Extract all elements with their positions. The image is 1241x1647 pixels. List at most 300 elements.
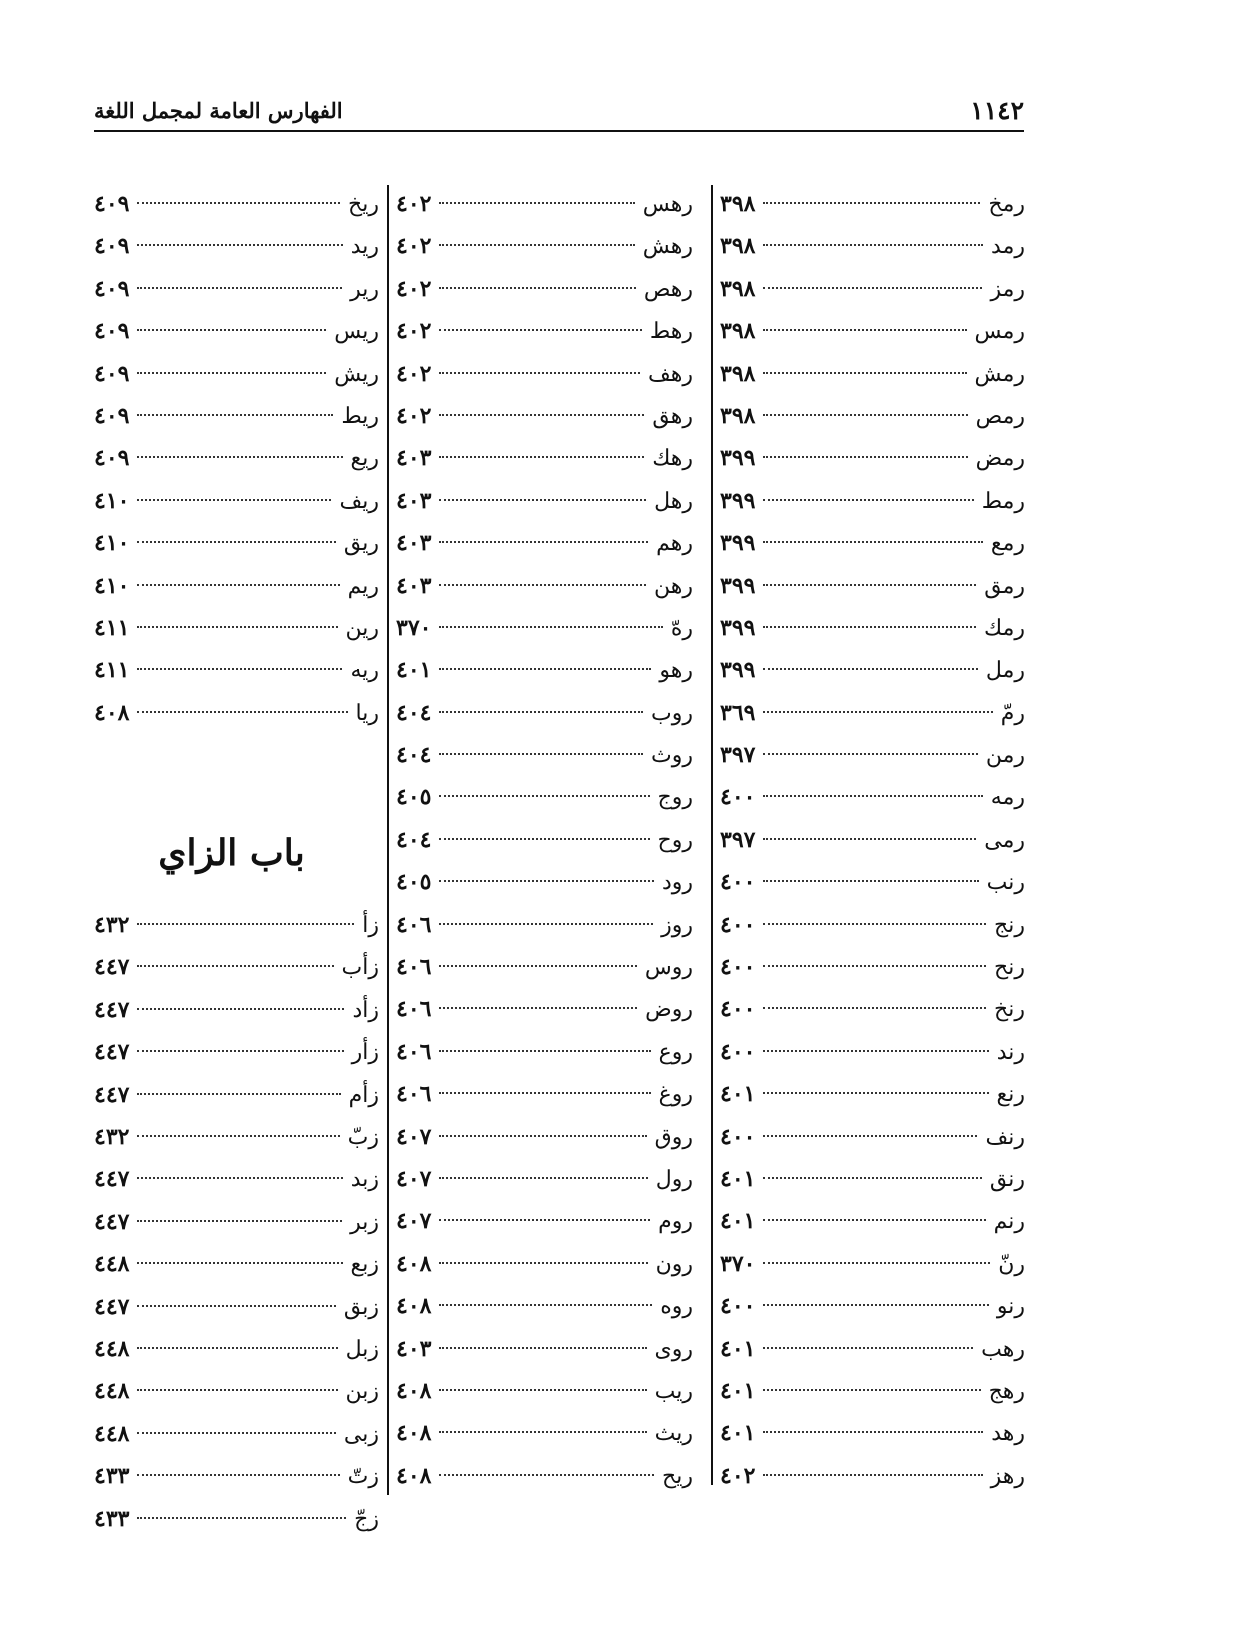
entry-page-number: ٣٩٩ xyxy=(720,572,756,599)
index-entry xyxy=(396,988,693,1030)
entry-page-number: ٤٠٣ xyxy=(396,1335,432,1362)
index-entry xyxy=(396,1370,693,1412)
index-entry xyxy=(396,692,693,734)
entry-page-number: ٤٠٨ xyxy=(396,1377,432,1404)
entry-page-number: ٤٠١ xyxy=(720,1208,756,1235)
dot-leader xyxy=(137,414,333,416)
index-entry xyxy=(396,225,693,267)
index-entry xyxy=(396,819,693,861)
index-entry xyxy=(720,1158,1025,1200)
dot-leader xyxy=(439,1050,650,1052)
index-entry xyxy=(94,1074,379,1116)
dot-leader xyxy=(137,1050,343,1052)
entry-word: رمه xyxy=(990,785,1025,811)
entry-page-number: ٣٩٩ xyxy=(720,614,756,641)
dot-leader xyxy=(763,202,980,204)
index-entry xyxy=(396,268,693,310)
entry-page-number: ٤٠٠ xyxy=(720,784,756,811)
entry-word: رمى xyxy=(984,827,1025,853)
entry-page-number: ٤٤٨ xyxy=(94,1251,130,1278)
dot-leader xyxy=(439,1092,650,1094)
index-entry xyxy=(94,395,379,437)
entry-page-number: ٤٠٩ xyxy=(94,275,130,302)
index-entry xyxy=(720,988,1025,1030)
entry-word: رهّ xyxy=(670,615,693,641)
entry-page-number: ٤٠٩ xyxy=(94,360,130,387)
entry-page-number: ٤٠٢ xyxy=(396,275,432,302)
index-entry xyxy=(396,1116,693,1158)
dot-leader xyxy=(763,1304,988,1306)
entry-page-number: ٤٠٣ xyxy=(396,530,432,557)
index-entry xyxy=(94,1243,379,1285)
dot-leader xyxy=(439,202,634,204)
entry-page-number: ٤٠٢ xyxy=(396,318,432,345)
dot-leader xyxy=(137,1093,340,1095)
entry-word: رهس xyxy=(642,192,693,217)
index-entry xyxy=(720,1328,1025,1370)
index-entry xyxy=(396,946,693,988)
entry-page-number: ٤٤٧ xyxy=(94,1208,130,1235)
entry-page-number: ٤٠٩ xyxy=(94,233,130,260)
dot-leader xyxy=(439,287,635,289)
entry-page-number: ٤٠١ xyxy=(720,1420,756,1447)
entry-page-number: ٣٩٩ xyxy=(720,487,756,514)
index-entry xyxy=(94,1413,379,1455)
entry-word: ريح xyxy=(662,1463,693,1489)
entry-word: روم xyxy=(658,1209,693,1235)
index-entry xyxy=(720,395,1025,437)
entry-word: روث xyxy=(651,743,693,769)
entry-page-number: ٤٤٧ xyxy=(94,1081,130,1108)
index-entry xyxy=(720,946,1025,988)
entry-page-number: ٤٠٢ xyxy=(396,233,432,260)
index-list-zay xyxy=(94,904,379,1540)
index-entry xyxy=(94,268,379,310)
dot-leader xyxy=(137,499,331,501)
index-entry xyxy=(720,1200,1025,1242)
entry-page-number: ٤٠٤ xyxy=(396,699,432,726)
entry-word: رمد xyxy=(991,234,1025,260)
entry-word: ريث xyxy=(654,1421,693,1447)
dot-leader xyxy=(763,1050,988,1052)
index-entry xyxy=(94,1370,379,1412)
entry-page-number: ٤٤٧ xyxy=(94,996,130,1023)
index-entry xyxy=(396,1158,693,1200)
index-entry xyxy=(720,522,1025,564)
dot-leader xyxy=(763,1389,980,1391)
dot-leader xyxy=(137,711,347,713)
entry-word: رير xyxy=(350,276,379,302)
entry-page-number: ٣٩٨ xyxy=(720,233,756,260)
index-entry xyxy=(720,734,1025,776)
entry-page-number: ٤٠٠ xyxy=(720,996,756,1023)
dot-leader xyxy=(439,923,653,925)
dot-leader xyxy=(763,372,966,374)
dot-leader xyxy=(137,923,354,925)
index-entry xyxy=(720,310,1025,352)
entry-word: روج xyxy=(657,785,693,811)
dot-leader xyxy=(763,1474,982,1476)
entry-word: زجّ xyxy=(354,1506,379,1532)
entry-word: رنف xyxy=(985,1124,1025,1150)
index-list-ra xyxy=(94,183,379,734)
entry-page-number: ٤٠٩ xyxy=(94,445,130,472)
entry-word: روز xyxy=(661,912,693,938)
entry-page-number: ٣٧٠ xyxy=(720,1250,756,1277)
dot-leader xyxy=(137,626,337,628)
column-divider xyxy=(387,185,389,1495)
dot-leader xyxy=(137,965,333,967)
entry-page-number: ٣٩٨ xyxy=(720,275,756,302)
entry-word: زتّ xyxy=(347,1464,379,1490)
index-entry xyxy=(396,1285,693,1327)
dot-leader xyxy=(439,499,646,501)
entry-page-number: ٤١٠ xyxy=(94,572,130,599)
entry-word: رهم xyxy=(656,531,693,557)
entry-word: رمل xyxy=(985,658,1025,684)
dot-leader xyxy=(763,626,976,628)
entry-word: روب xyxy=(651,700,693,726)
entry-word: رنو xyxy=(996,1294,1025,1320)
entry-page-number: ٤٠٨ xyxy=(396,1420,432,1447)
entry-page-number: ٤٠١ xyxy=(720,1081,756,1108)
index-entry xyxy=(94,946,379,988)
dot-leader xyxy=(439,668,651,670)
entry-page-number: ٤٠٧ xyxy=(396,1208,432,1235)
index-entry xyxy=(720,437,1025,479)
index-entry xyxy=(396,649,693,691)
index-entry xyxy=(94,692,379,734)
index-entry xyxy=(720,1455,1025,1497)
entry-word: زبق xyxy=(343,1294,379,1320)
index-entry xyxy=(720,1073,1025,1115)
index-entry xyxy=(94,310,379,352)
index-entry xyxy=(720,353,1025,395)
dot-leader xyxy=(137,244,342,246)
dot-leader xyxy=(439,414,644,416)
index-entry xyxy=(94,1498,379,1540)
index-entry xyxy=(396,1328,693,1370)
entry-page-number: ٤٠٣ xyxy=(396,487,432,514)
entry-word: رنع xyxy=(996,1082,1025,1108)
entry-page-number: ٤٤٧ xyxy=(94,954,130,981)
entry-word: رهف xyxy=(648,361,693,387)
index-entry xyxy=(94,1286,379,1328)
dot-leader xyxy=(137,456,342,458)
entry-page-number: ٤٠٢ xyxy=(720,1462,756,1489)
entry-word: زبع xyxy=(350,1252,379,1278)
dot-leader xyxy=(137,1347,337,1349)
dot-leader xyxy=(137,1135,339,1137)
entry-word: ريس xyxy=(334,319,379,345)
entry-page-number: ٤١١ xyxy=(94,657,130,684)
entry-word: رهل xyxy=(654,488,693,514)
dot-leader xyxy=(137,1474,339,1476)
entry-word: رمق xyxy=(984,573,1025,599)
entry-page-number: ٤٤٨ xyxy=(94,1420,130,1447)
dot-leader xyxy=(763,1431,983,1433)
entry-page-number: ٣٩٧ xyxy=(720,826,756,853)
entry-word: رين xyxy=(345,615,379,641)
dot-leader xyxy=(137,329,326,331)
entry-word: ريب xyxy=(654,1378,693,1404)
entry-word: رمض xyxy=(975,446,1025,472)
dot-leader xyxy=(763,541,982,543)
index-entry xyxy=(94,989,379,1031)
index-entry xyxy=(720,1243,1025,1285)
index-entry xyxy=(720,904,1025,946)
index-entry xyxy=(396,1031,693,1073)
dot-leader xyxy=(439,1007,637,1009)
entry-word: رهز xyxy=(990,1463,1025,1489)
entry-page-number: ٤٠٤ xyxy=(396,826,432,853)
entry-word: رمس xyxy=(974,319,1025,345)
entry-page-number: ٤٤٧ xyxy=(94,1293,130,1320)
entry-word: ريه xyxy=(350,658,379,684)
entry-word: رهط xyxy=(649,319,693,345)
index-column-3 xyxy=(94,183,379,1540)
dot-leader xyxy=(439,1347,646,1349)
entry-page-number: ٤٠٠ xyxy=(720,1293,756,1320)
index-entry xyxy=(94,480,379,522)
entry-word: روى xyxy=(654,1336,693,1362)
index-entry xyxy=(396,183,693,225)
entry-page-number: ٤٠٦ xyxy=(396,1038,432,1065)
entry-page-number: ٤٠٦ xyxy=(396,911,432,938)
index-entry xyxy=(720,776,1025,818)
entry-page-number: ٤٤٨ xyxy=(94,1378,130,1405)
entry-page-number: ٣٩٩ xyxy=(720,445,756,472)
entry-word: ريش xyxy=(334,361,379,387)
entry-page-number: ٤٠١ xyxy=(720,1377,756,1404)
dot-leader xyxy=(137,1432,335,1434)
entry-page-number: ٤٠٣ xyxy=(396,445,432,472)
entry-page-number: ٤٠٧ xyxy=(396,1165,432,1192)
entry-word: ريف xyxy=(339,488,379,514)
entry-word: رهو xyxy=(659,658,693,684)
index-entry xyxy=(396,1455,693,1497)
entry-page-number: ٤٠٤ xyxy=(396,742,432,769)
dot-leader xyxy=(439,1389,646,1391)
index-entry xyxy=(94,904,379,946)
index-entry xyxy=(94,183,379,225)
index-entry xyxy=(94,607,379,649)
entry-word: رهش xyxy=(642,234,693,260)
index-entry xyxy=(720,268,1025,310)
dot-leader xyxy=(439,795,649,797)
index-entry xyxy=(94,225,379,267)
entry-word: رمن xyxy=(985,743,1025,769)
entry-word: رنج xyxy=(994,912,1025,938)
entry-page-number: ٣٩٨ xyxy=(720,360,756,387)
running-title: الفهارس العامة لمجمل اللغة xyxy=(94,98,343,123)
dot-leader xyxy=(439,838,649,840)
entry-word: رمّ xyxy=(1000,700,1025,726)
index-entry xyxy=(396,734,693,776)
entry-page-number: ٤٠٨ xyxy=(396,1293,432,1320)
dot-leader xyxy=(439,244,634,246)
entry-page-number: ٣٦٩ xyxy=(720,699,756,726)
index-entry xyxy=(720,861,1025,903)
dot-leader xyxy=(763,711,992,713)
index-entry xyxy=(396,522,693,564)
entry-word: زبل xyxy=(345,1336,379,1362)
entry-page-number: ٤٠٠ xyxy=(720,869,756,896)
dot-leader xyxy=(137,1305,335,1307)
dot-leader xyxy=(763,414,967,416)
entry-word: روق xyxy=(654,1124,693,1150)
dot-leader xyxy=(137,287,342,289)
dot-leader xyxy=(137,372,326,374)
entry-word: روض xyxy=(645,997,693,1023)
entry-word: زأب xyxy=(341,955,379,981)
entry-word: زأ xyxy=(362,913,379,939)
entry-word: رمط xyxy=(981,488,1025,514)
dot-leader xyxy=(763,1092,988,1094)
entry-word: رون xyxy=(655,1251,693,1277)
entry-word: رمز xyxy=(990,276,1025,302)
entry-word: زبّ xyxy=(347,1125,379,1151)
index-entry xyxy=(94,1158,379,1200)
entry-page-number: ٤٠١ xyxy=(720,1335,756,1362)
index-entry xyxy=(94,1031,379,1073)
entry-page-number: ٤٠٥ xyxy=(396,784,432,811)
entry-page-number: ٤٤٧ xyxy=(94,1039,130,1066)
index-column-1 xyxy=(720,183,1025,1497)
entry-word: ريم xyxy=(347,573,379,599)
dot-leader xyxy=(763,584,976,586)
entry-page-number: ٤٣٣ xyxy=(94,1463,130,1490)
entry-page-number: ٤٠٨ xyxy=(396,1462,432,1489)
index-entry xyxy=(396,1073,693,1115)
dot-leader xyxy=(763,287,982,289)
entry-page-number: ٤٠٢ xyxy=(396,402,432,429)
index-entry xyxy=(720,1116,1025,1158)
index-entry xyxy=(396,776,693,818)
entry-word: رنخ xyxy=(994,997,1025,1023)
index-entry xyxy=(720,565,1025,607)
entry-word: رهج xyxy=(988,1378,1025,1404)
index-entry xyxy=(94,565,379,607)
entry-word: ريع xyxy=(350,446,379,472)
dot-leader xyxy=(763,1135,977,1137)
entry-page-number: ٤٤٧ xyxy=(94,1166,130,1193)
entry-page-number: ٤٠١ xyxy=(720,1165,756,1192)
dot-leader xyxy=(763,1262,990,1264)
index-entry xyxy=(396,437,693,479)
dot-leader xyxy=(137,668,342,670)
dot-leader xyxy=(439,626,662,628)
index-entry xyxy=(396,1200,693,1242)
dot-leader xyxy=(763,668,977,670)
entry-page-number: ٤٠٠ xyxy=(720,911,756,938)
entry-word: رنق xyxy=(989,1166,1025,1192)
index-entry xyxy=(720,1412,1025,1454)
index-entry xyxy=(720,225,1025,267)
dot-leader xyxy=(439,1262,647,1264)
entry-word: رند xyxy=(996,1039,1025,1065)
entry-word: زأم xyxy=(348,1082,379,1108)
dot-leader xyxy=(439,372,640,374)
entry-word: زبى xyxy=(343,1421,379,1447)
dot-leader xyxy=(439,329,641,331)
dot-leader xyxy=(763,838,976,840)
entry-page-number: ٤٠٨ xyxy=(396,1250,432,1277)
entry-word: رهق xyxy=(652,403,693,429)
index-entry xyxy=(720,1031,1025,1073)
dot-leader xyxy=(137,1008,344,1010)
index-entry xyxy=(720,607,1025,649)
index-entry xyxy=(720,1370,1025,1412)
dot-leader xyxy=(763,965,986,967)
entry-word: رهك xyxy=(652,446,693,472)
dot-leader xyxy=(137,1262,342,1264)
entry-page-number: ٤١٠ xyxy=(94,487,130,514)
dot-leader xyxy=(763,1007,986,1009)
index-entry xyxy=(720,692,1025,734)
entry-word: رمخ xyxy=(988,192,1025,217)
entry-word: زأد xyxy=(352,997,379,1023)
entry-page-number: ٤٠١ xyxy=(396,657,432,684)
section-gap xyxy=(94,734,379,818)
entry-page-number: ٤٠٦ xyxy=(396,1081,432,1108)
index-entry xyxy=(396,1243,693,1285)
dot-leader xyxy=(439,584,646,586)
dot-leader xyxy=(137,1177,342,1179)
index-entry xyxy=(94,437,379,479)
entry-word: رنح xyxy=(994,955,1025,981)
entry-word: روس xyxy=(644,955,693,981)
dot-leader xyxy=(763,456,967,458)
entry-word: روه xyxy=(660,1294,693,1320)
index-entry xyxy=(94,649,379,691)
dot-leader xyxy=(763,795,982,797)
entry-page-number: ٤٠٠ xyxy=(720,1038,756,1065)
index-entry xyxy=(396,395,693,437)
entry-page-number: ٣٩٧ xyxy=(720,742,756,769)
entry-word: رهب xyxy=(981,1336,1025,1362)
dot-leader xyxy=(439,1135,646,1137)
entry-word: ريا xyxy=(355,700,379,726)
dot-leader xyxy=(439,880,654,882)
index-entry xyxy=(396,310,693,352)
dot-leader xyxy=(439,753,643,755)
entry-page-number: ٣٩٨ xyxy=(720,191,756,217)
dot-leader xyxy=(763,923,986,925)
dot-leader xyxy=(763,329,966,331)
entry-word: زبن xyxy=(345,1379,379,1405)
index-entry xyxy=(396,353,693,395)
entry-word: زبر xyxy=(350,1209,379,1235)
entry-word: رمص xyxy=(975,403,1025,429)
page-number: ١١٤٢ xyxy=(970,96,1024,125)
dot-leader xyxy=(439,456,644,458)
entry-page-number: ٤٣٢ xyxy=(94,912,130,939)
entry-word: رهن xyxy=(654,573,693,599)
index-entry xyxy=(94,522,379,564)
entry-word: ريط xyxy=(341,403,379,429)
index-entry xyxy=(94,1116,379,1158)
entry-word: رهد xyxy=(991,1421,1025,1447)
entry-page-number: ٤٠٣ xyxy=(396,572,432,599)
dot-leader xyxy=(763,1219,985,1221)
entry-word: رمك xyxy=(984,615,1025,641)
entry-page-number: ٤٠٢ xyxy=(396,191,432,217)
index-entry xyxy=(720,819,1025,861)
section-heading: باب الزاي xyxy=(158,832,305,875)
entry-page-number: ٤٣٣ xyxy=(94,1505,130,1532)
index-entry xyxy=(720,1285,1025,1327)
